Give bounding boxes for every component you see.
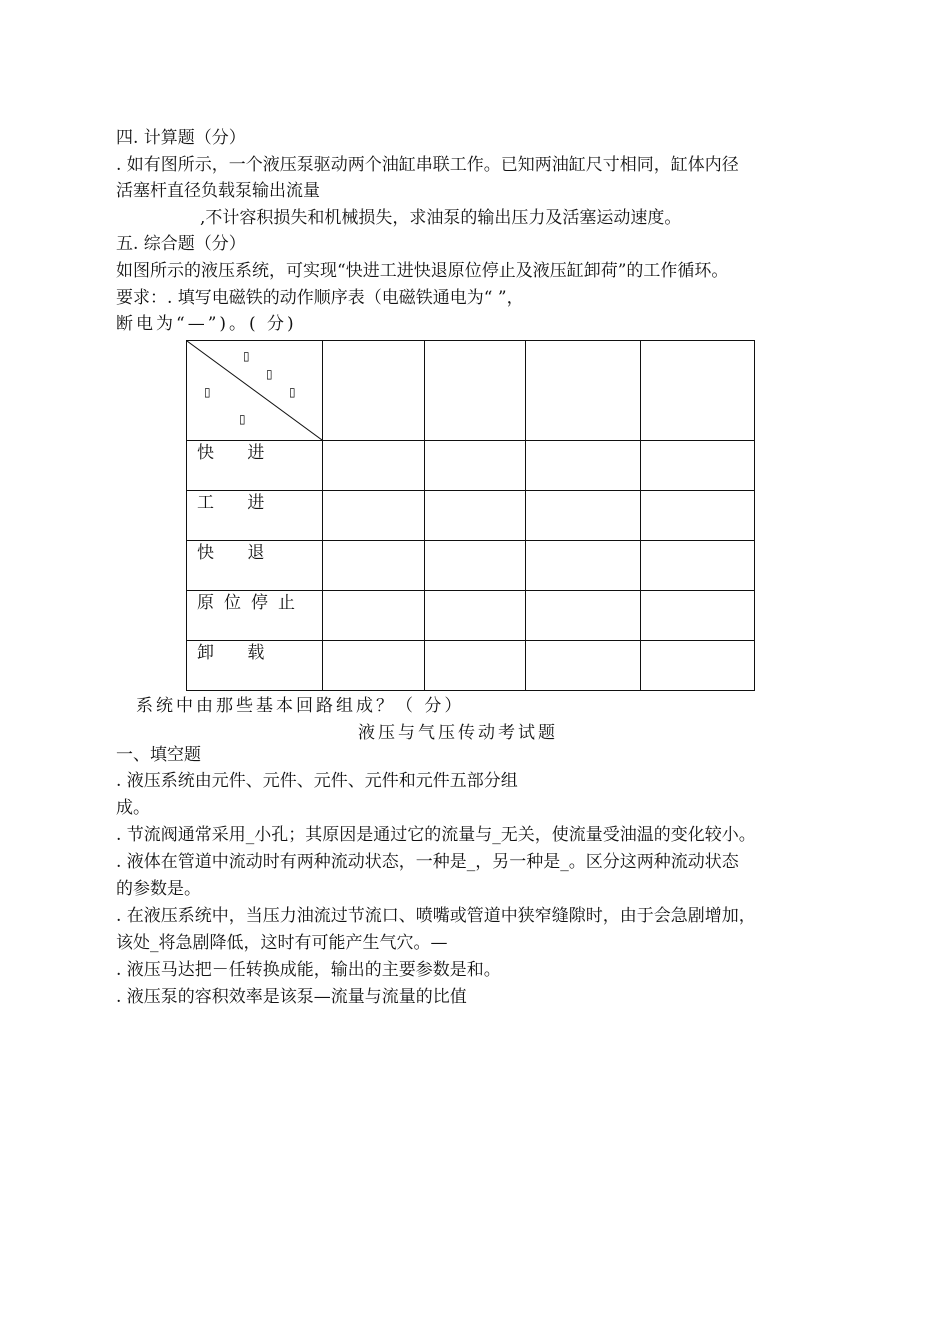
table-cell (641, 641, 755, 691)
fill-blank-item: . 液压泵的容积效率是该泵—流量与流量的比值 (116, 987, 467, 1007)
table-cell (641, 341, 755, 441)
table-row (187, 491, 755, 541)
question-text: ,不计容积损失和机械损失，求油泵的输出压力及活塞运动速度。 (200, 208, 682, 228)
table-cell (323, 541, 425, 591)
table-cell (425, 591, 526, 641)
row-label: 工 进 (187, 491, 323, 541)
exam-title: 液压与气压传动考试题 (358, 723, 558, 743)
row-label: 原位停止 (187, 591, 323, 641)
fill-blank-item: 成。 (116, 798, 150, 818)
fill-blank-item: . 在液压系统中，当压力油流过节流口、喷嘴或管道中狭窄缝隙时，由于会急剧增加， (116, 906, 756, 926)
table-cell (526, 591, 641, 641)
question-text: 要求：. 填写电磁铁的动作顺序表（电磁铁通电为“ ”， (116, 288, 524, 308)
fill-blank-item: . 液体在管道中流动时有两种流动状态，一种是_，另一种是_。区分这两种流动状态 (116, 852, 739, 872)
section5-heading: 五. 综合题（分） (116, 234, 246, 254)
row-label: 快 退 (187, 541, 323, 591)
table-cell (641, 491, 755, 541)
section4-heading: 四. 计算题（分） (116, 128, 246, 148)
table-cell (425, 341, 526, 441)
table-cell (526, 341, 641, 441)
diagonal-header-cell (187, 341, 323, 441)
table-cell (641, 591, 755, 641)
table-cell (425, 441, 526, 491)
part1-heading: 一、填空题 (116, 745, 201, 765)
table-row (187, 641, 755, 691)
table-cell (323, 341, 425, 441)
fill-blank-item: 该处_将急剧降低，这时有可能产生气穴。— (116, 933, 448, 953)
table-row (187, 541, 755, 591)
question-text: 断电为“—”)。( 分) (116, 314, 297, 334)
table-cell (425, 641, 526, 691)
question-text: 系统中由那些基本回路组成？（ 分） (136, 696, 465, 716)
row-label: 快 进 (187, 441, 323, 491)
table-cell (323, 491, 425, 541)
fill-blank-item: . 液压系统由元件、元件、元件、元件和元件五部分组 (116, 771, 518, 791)
table-row (187, 341, 755, 441)
question-text: 活塞杆直径负载泵输出流量 (116, 181, 320, 201)
fill-blank-item: . 液压马达把－任转换成能，输出的主要参数是和。 (116, 960, 501, 980)
table-cell (425, 491, 526, 541)
table-row (187, 441, 755, 491)
table-cell (526, 641, 641, 691)
header-glyph: ▯ (243, 349, 250, 363)
row-label: 卸 载 (187, 641, 323, 691)
table-cell (425, 541, 526, 591)
fill-blank-item: . 节流阀通常采用_小孔；其原因是通过它的流量与_无关，使流量受油温的变化较小。 (116, 825, 756, 845)
header-glyph: ▯ (266, 367, 273, 381)
question-text: . 如有图所示，一个液压泵驱动两个油缸串联工作。已知两油缸尺寸相同，缸体内径 (116, 155, 739, 175)
header-glyph: ▯ (289, 385, 296, 399)
table-cell (323, 591, 425, 641)
header-glyph: ▯ (239, 412, 246, 426)
table-cell (323, 641, 425, 691)
fill-blank-item: 的参数是。 (116, 879, 201, 899)
table-cell (526, 441, 641, 491)
table-cell (323, 441, 425, 491)
table-cell (641, 541, 755, 591)
table-cell (641, 441, 755, 491)
table-cell (526, 541, 641, 591)
table-row (187, 591, 755, 641)
header-glyph: ▯ (204, 385, 211, 399)
table-cell (526, 491, 641, 541)
solenoid-sequence-table (186, 340, 755, 691)
question-text: 如图所示的液压系统，可实现“快进工进快退原位停止及液压缸卸荷”的工作循环。 (116, 261, 729, 281)
